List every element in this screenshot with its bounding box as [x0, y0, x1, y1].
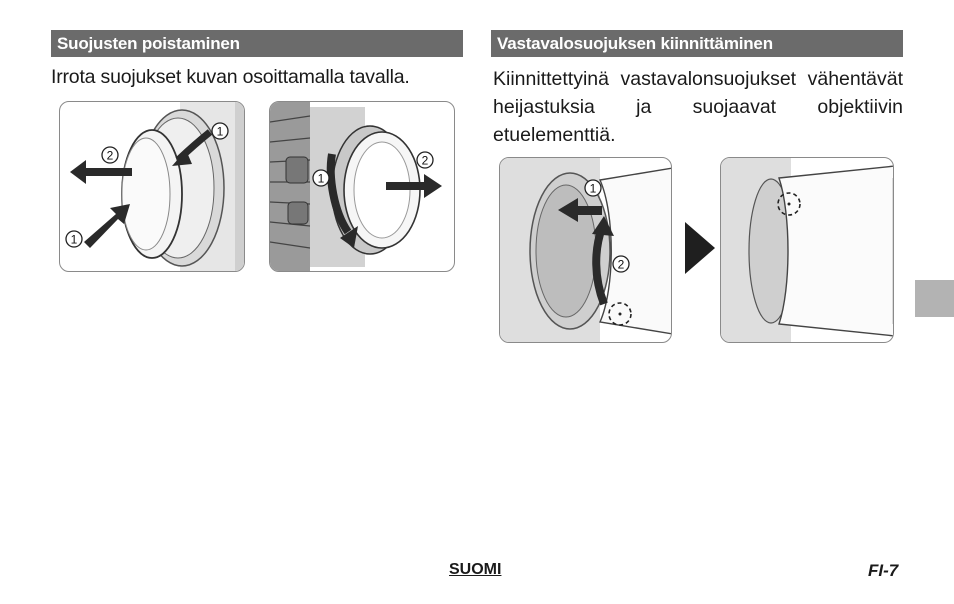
step-number: 1: [317, 171, 325, 186]
hood-attach-instructions: Kiinnittettyinä vastavalonsuojukset vähentävät heijastuksia ja suojaavat objektiivin etuelementtiä.: [493, 68, 903, 146]
hood-align-illustration: [499, 157, 672, 343]
next-step-arrow-icon: [685, 222, 715, 274]
page-number: FI-7: [868, 561, 899, 580]
section-tab-marker: [915, 280, 954, 317]
rear-cap-removal-illustration: [269, 101, 455, 272]
arrow-diagonal-icon: [84, 204, 130, 248]
step-number: 1: [70, 232, 78, 247]
section-heading-cap-removal: Suojusten poistaminen: [51, 30, 463, 57]
front-cap-removal-illustration: [59, 101, 245, 272]
cap-removal-instructions: Irrota suojukset kuvan osoittamalla tavalla.: [51, 66, 410, 88]
step-number: 2: [617, 257, 625, 272]
step-number: 1: [589, 181, 597, 196]
step-number: 2: [106, 148, 114, 163]
section-heading-hood-attach: Vastavalosuojuksen kiinnittäminen: [491, 30, 903, 57]
footer-language: SUOMI: [449, 561, 502, 578]
step-number: 1: [216, 124, 224, 139]
step-number: 2: [421, 153, 429, 168]
hood-attached-illustration: [720, 157, 894, 343]
